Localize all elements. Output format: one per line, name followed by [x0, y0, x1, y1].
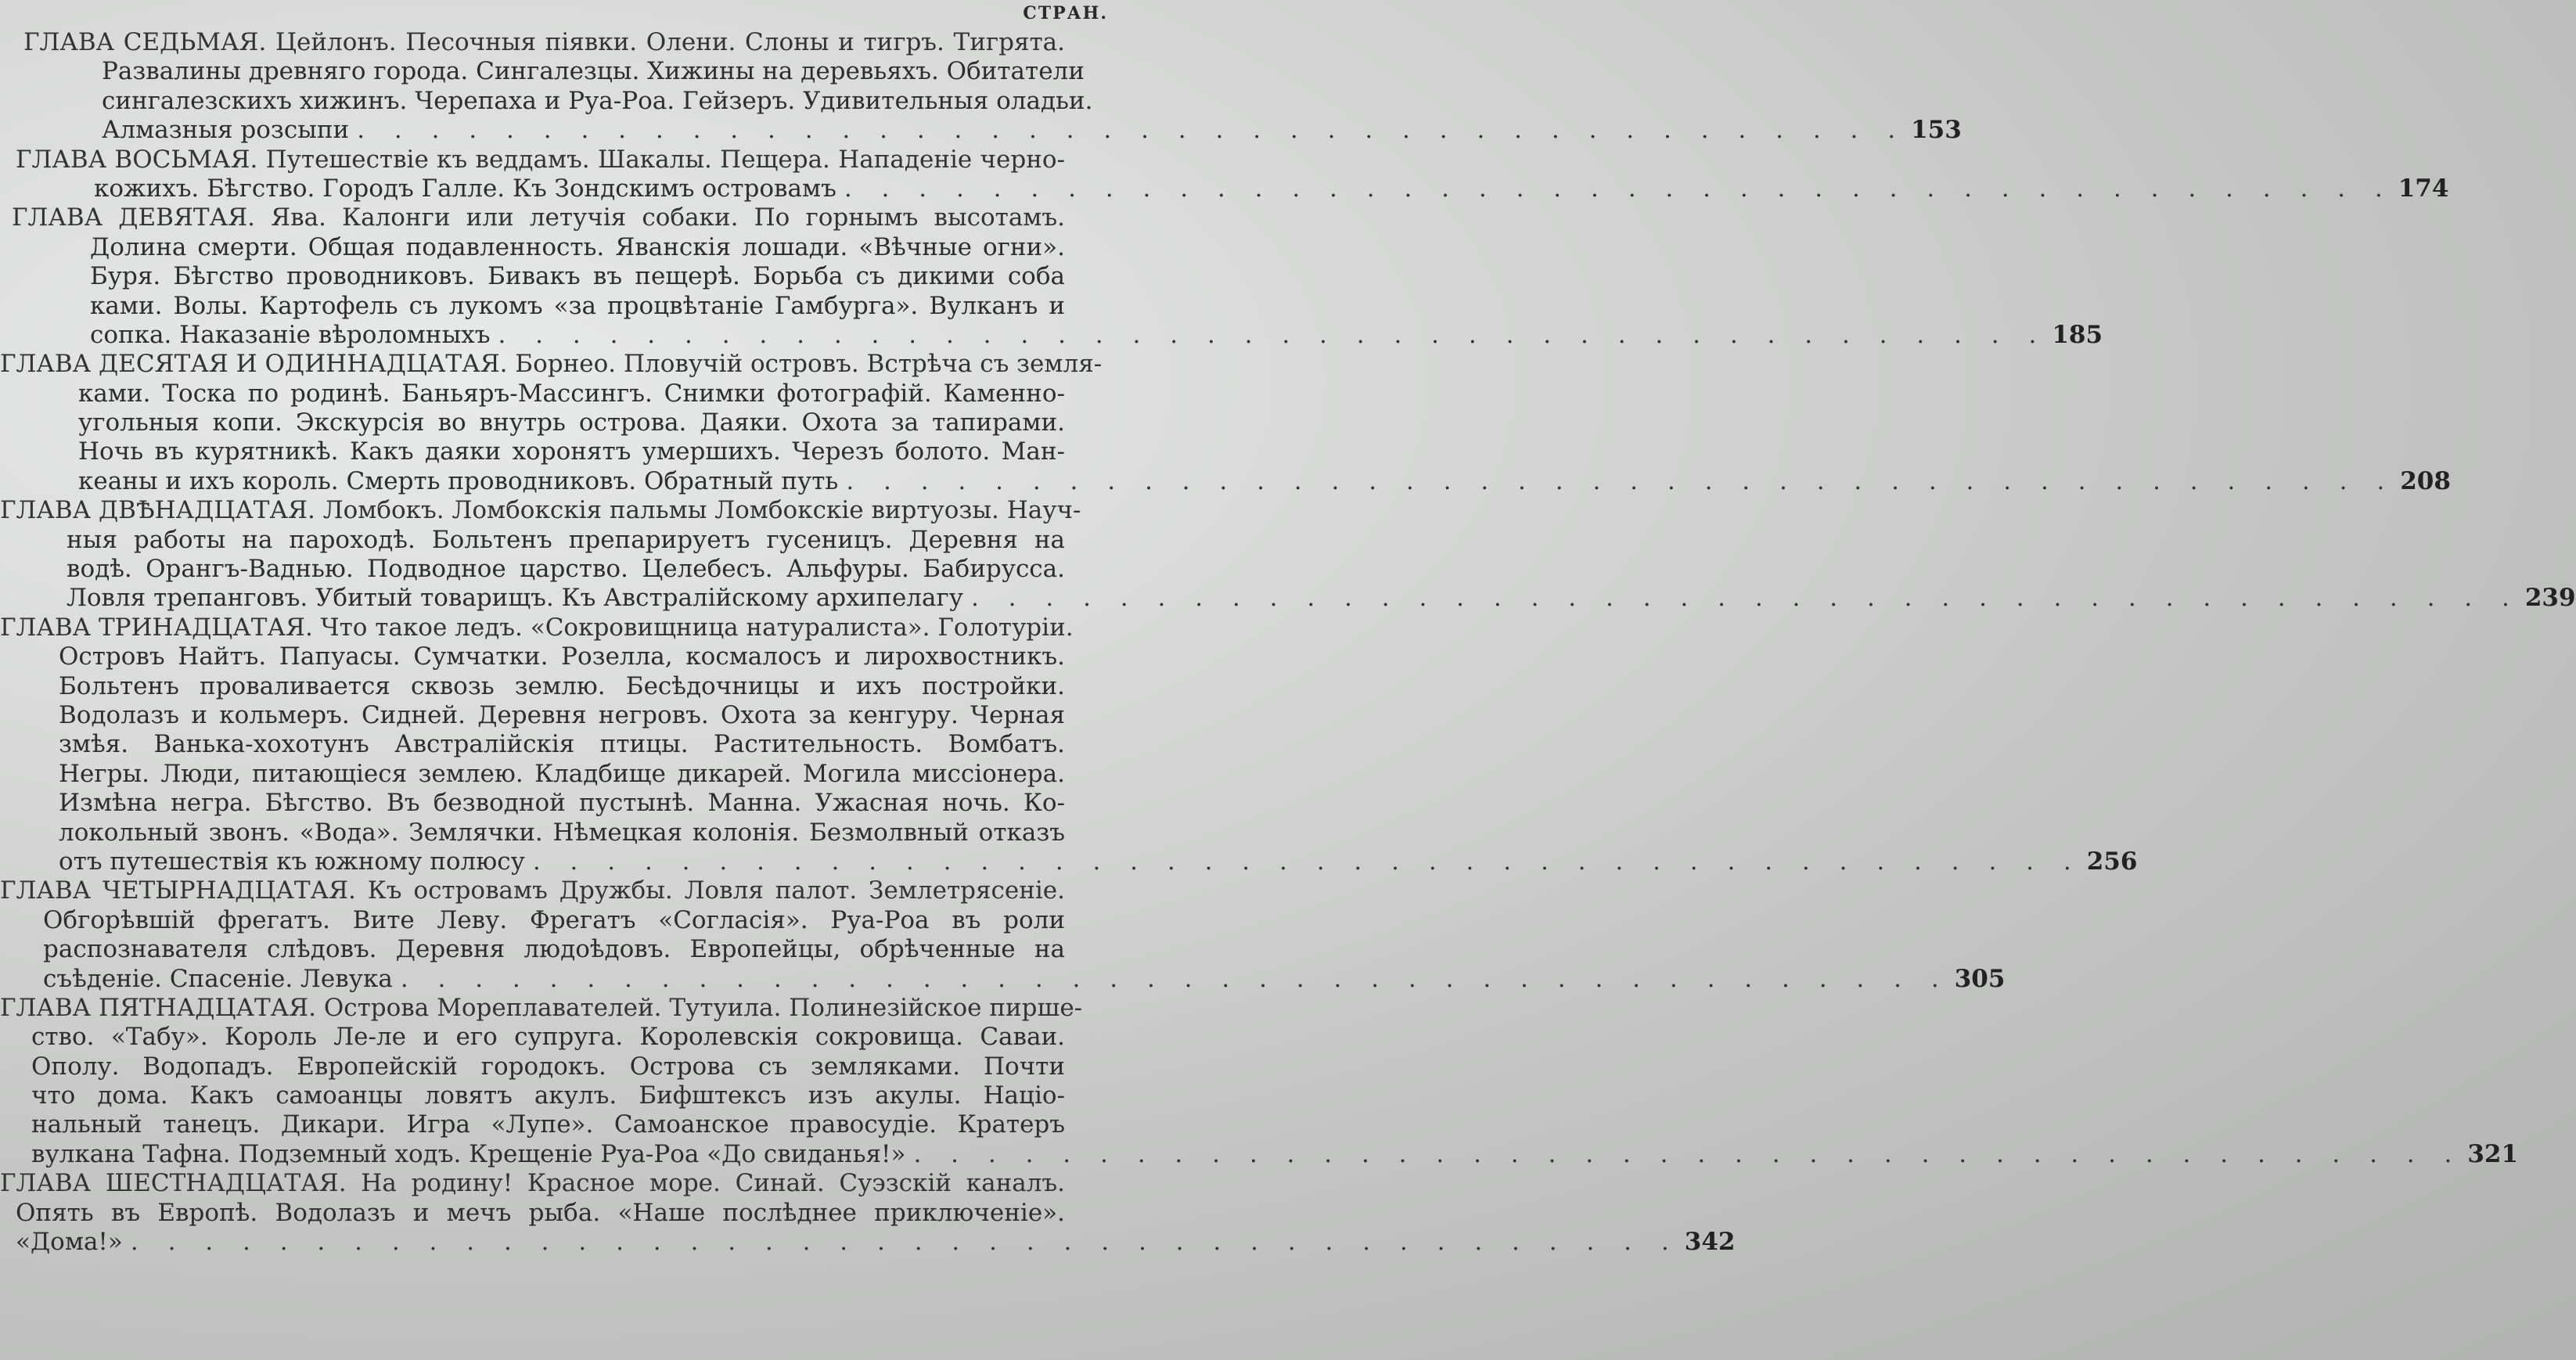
- toc-entry: [0, 28, 1962, 146]
- chapter-heading-line: ГЛАВА ПЯТНАДЦАТАЯ. Острова Мореплавателей. Тутуила. Полинезійское пирше-: [0, 993, 1083, 1022]
- table-of-contents: [0, 28, 2576, 1257]
- chapter-last-line: [31, 1139, 2519, 1169]
- chapter-description-line: угольныя копи. Экскурсія во внутрь острова. Даяки. Охота за тапирами.: [78, 408, 1065, 437]
- dot-leader: . . . . . . . . . . . . . . . . . . . . . . . . . . . . . . . . . . . . . . . . . .: [970, 584, 2520, 613]
- page-number: 208: [2400, 466, 2451, 495]
- chapter-description-line: Ополу. Водопадъ. Европейскій городокъ. Острова съ земляками. Почти: [31, 1052, 1065, 1081]
- chapter-last-line: [90, 320, 2103, 350]
- chapter-description-line: Долина смерти. Общая подавленность. Яванскія лошади. «Вѣчные огни».: [90, 232, 1065, 261]
- chapter-description-end: отъ путешествія къ южному полюсу: [59, 847, 525, 876]
- chapter-description-line: что дома. Какъ самоанцы ловятъ акулъ. Бифштексъ изъ акулы. Націо-: [31, 1081, 1065, 1110]
- chapter-description-line: ныя работы на пароходѣ. Больтенъ препарируетъ гусеницъ. Деревня на: [67, 525, 1065, 554]
- chapter-description-end: вулкана Тафна. Подземный ходъ. Крещеніе Руа-Роа «До свиданья!»: [31, 1139, 906, 1168]
- toc-entry: [0, 350, 2451, 496]
- chapter-description-end: «Дома!»: [16, 1228, 123, 1257]
- toc-entry: [0, 203, 2103, 350]
- chapter-description-end: кожихъ. Бѣгство. Городъ Галле. Къ Зондскимъ островамъ: [94, 174, 836, 203]
- chapter-description-line: водѣ. Орангъ-Ваднью. Подводное царство. Целебесъ. Альфуры. Бабирусса.: [67, 555, 1065, 584]
- dot-leader: . . . . . . . . . . . . . . . . . . . . . . . . . . . . . . . . . . . . . . . . . .: [844, 174, 2394, 203]
- dot-leader: . . . . . . . . . . . . . . . . . . . . . . . . . . . . . . . . . . . . . . . . . .: [846, 466, 2396, 495]
- toc-entry: [0, 496, 2576, 613]
- dot-leader: . . . . . . . . . . . . . . . . . . . . . . . . . . . . . . . . . . . . . . . . . .: [913, 1139, 2463, 1168]
- chapter-description-line: распознавателя слѣдовъ. Деревня людоѣдовъ. Европейцы, обрѣченные на: [43, 935, 1065, 964]
- toc-entry: [0, 1169, 1736, 1257]
- chapter-last-line: [67, 584, 2576, 613]
- chapter-description-end: Алмазныя розсыпи: [102, 116, 350, 145]
- page-number: 185: [2052, 320, 2103, 349]
- page-number: 342: [1684, 1228, 1736, 1257]
- chapter-heading-line: ГЛАВА ДЕВЯТАЯ. Ява. Калонги или летучія собаки. По горнымъ высотамъ.: [12, 203, 1065, 232]
- chapter-heading-line: ГЛАВА ДЕСЯТАЯ И ОДИННАДЦАТАЯ. Борнео. Пловучій островъ. Встрѣча съ земля-: [0, 350, 1103, 379]
- chapter-last-line: [43, 964, 2006, 994]
- chapter-heading-line: ГЛАВА ТРИНАДЦАТАЯ. Что такое ледъ. «Сокровищница натуралиста». Голотуріи.: [0, 613, 1074, 642]
- chapter-description-line: Опять въ Европѣ. Водолазъ и мечъ рыба. «Наше послѣднее приключеніе».: [16, 1198, 1065, 1227]
- page-column-label: СТРАН.: [1023, 3, 1108, 23]
- page-number: 305: [1954, 964, 2006, 993]
- dot-leader: . . . . . . . . . . . . . . . . . . . . . . . . . . . . . . . . . . . . . . . . . .: [400, 964, 1950, 993]
- chapter-description-end: съѣденіе. Спасеніе. Левука: [43, 964, 393, 993]
- chapter-description-line: Обгорѣвшій фрегатъ. Вите Леву. Фрегатъ «Согласія». Руа-Роа въ роли: [43, 905, 1065, 934]
- chapter-last-line: [102, 116, 1962, 145]
- page-number: 256: [2086, 847, 2138, 876]
- dot-leader: . . . . . . . . . . . . . . . . . . . . . . . . . . . . . . . . . . . . . . . . . .: [532, 847, 2082, 876]
- chapter-description-end: сопка. Наказаніе вѣроломныхъ: [90, 320, 491, 349]
- chapter-description-line: ками. Волы. Картофель съ лукомъ «за процвѣтаніе Гамбурга». Вулканъ и: [90, 291, 1065, 320]
- toc-entry: [0, 613, 2138, 877]
- toc-entry: [0, 145, 2449, 204]
- chapter-description-line: Негры. Люди, питающіеся землею. Кладбище дикарей. Могила миссіонера.: [59, 759, 1065, 788]
- chapter-description-line: сингалезскихъ хижинъ. Черепаха и Руа-Роа. Гейзеръ. Удивительныя оладьи.: [102, 86, 1093, 115]
- chapter-description-end: Ловля трепанговъ. Убитый товарищъ. Къ Австралійскому архипелагу: [67, 584, 963, 613]
- chapter-description-line: ство. «Табу». Король Ле-ле и его супруга. Королевскія сокровища. Саваи.: [31, 1023, 1065, 1052]
- dot-leader: . . . . . . . . . . . . . . . . . . . . . . . . . . . . . . . . . . . . . . . . . .: [498, 320, 2048, 349]
- chapter-description-line: локольный звонъ. «Вода». Землячки. Нѣмецкая колонія. Безмолвный отказъ: [59, 818, 1065, 847]
- chapter-description-line: Буря. Бѣгство проводниковъ. Бивакъ въ пещерѣ. Борьба съ дикими соба: [90, 262, 1065, 291]
- chapter-description-line: Больтенъ проваливается сквозь землю. Бесѣдочницы и ихъ постройки.: [59, 671, 1065, 700]
- chapter-last-line: [78, 466, 2451, 496]
- chapter-heading-line: ГЛАВА ШЕСТНАДЦАТАЯ. На родину! Красное море. Синай. Суэзскій каналъ.: [0, 1169, 1065, 1198]
- toc-entry: [0, 993, 2519, 1169]
- chapter-last-line: [94, 174, 2449, 203]
- page-number: 153: [1911, 116, 1962, 145]
- dot-leader: . . . . . . . . . . . . . . . . . . . . . . . . . . . . . . . . . . . . . . . . . .: [130, 1228, 1680, 1257]
- chapter-last-line: [16, 1228, 1736, 1257]
- toc-entry: [0, 876, 2006, 994]
- chapter-description-line: Измѣна негра. Бѣгство. Въ безводной пустынѣ. Манна. Ужасная ночь. Ко-: [59, 789, 1065, 818]
- chapter-last-line: [59, 847, 2138, 876]
- chapter-heading-line: ГЛАВА ДВѢНАДЦАТАЯ. Ломбокъ. Ломбокскія пальмы Ломбокскіе виртуозы. Науч-: [0, 496, 1081, 525]
- chapter-heading-line: ГЛАВА ВОСЬМАЯ. Путешествіе къ веддамъ. Шакалы. Пещера. Нападеніе черно-: [16, 145, 1065, 174]
- chapter-description-line: Ночь въ курятникѣ. Какъ даяки хоронятъ умершихъ. Черезъ болото. Ман-: [78, 437, 1065, 466]
- page-number: 321: [2467, 1139, 2519, 1168]
- chapter-description-line: нальный танецъ. Дикари. Игра «Лупе». Самоанское правосудіе. Кратеръ: [31, 1110, 1065, 1139]
- chapter-description-line: Развалины древняго города. Сингалезцы. Хижины на деревьяхъ. Обитатели: [102, 57, 1085, 86]
- chapter-description-line: Островъ Найтъ. Папуасы. Сумчатки. Розелла, космалосъ и лирохвостникъ.: [59, 642, 1065, 671]
- page-number: 174: [2398, 174, 2449, 203]
- chapter-description-line: ками. Тоска по родинѣ. Баньяръ-Массингъ. Снимки фотографій. Каменно-: [78, 379, 1065, 408]
- chapter-description-end: кеаны и ихъ король. Смерть проводниковъ. Обратный путь: [78, 466, 839, 495]
- chapter-description-line: Водолазъ и кольмеръ. Сидней. Деревня негровъ. Охота за кенгуру. Черная: [59, 700, 1065, 729]
- chapter-heading-line: ГЛАВА ЧЕТЫРНАДЦАТАЯ. Къ островамъ Дружбы. Ловля палот. Землетрясеніе.: [0, 876, 1065, 905]
- chapter-heading-line: ГЛАВА СЕДЬМАЯ. Цейлонъ. Песочныя піявки. Олени. Слоны и тигръ. Тигрята.: [23, 28, 1065, 56]
- dot-leader: . . . . . . . . . . . . . . . . . . . . . . . . . . . . . . . . . . . . . . . . . .: [357, 116, 1907, 145]
- page-number: 239: [2524, 584, 2576, 613]
- chapter-description-line: змѣя. Ванька-хохотунъ Австралійскія птицы. Растительность. Вомбатъ.: [59, 730, 1065, 759]
